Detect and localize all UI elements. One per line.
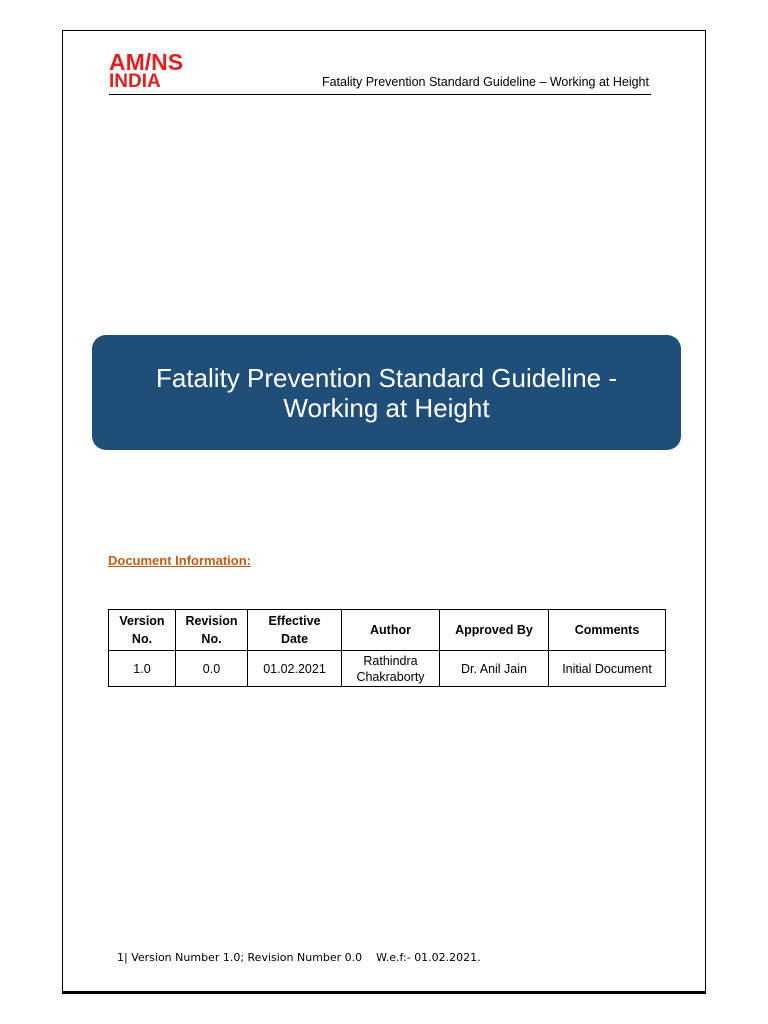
header-rule xyxy=(109,94,651,95)
cover-title xyxy=(117,363,657,423)
page-footer xyxy=(117,951,481,964)
column-header-version: Version No. xyxy=(109,610,176,651)
footer-text: 1| Version Number 1.0; Revision Number 0.0 W.e.f:- 01.02.2021. xyxy=(117,951,481,964)
logo-line2: INDIA xyxy=(109,71,161,92)
column-header-author: Author xyxy=(342,610,440,651)
cell-effective-date: 01.02.2021 xyxy=(248,651,342,687)
cell-approved-by: Dr. Anil Jain xyxy=(440,651,549,687)
table-row xyxy=(109,651,666,687)
document-information-heading: Document Information: xyxy=(108,553,251,568)
amns-india-logo xyxy=(109,51,183,91)
cover-title-line2: Working at Height xyxy=(283,392,490,423)
column-header-effective-date: Effective Date xyxy=(248,610,342,651)
header-title: Fatality Prevention Standard Guideline – Working at Height xyxy=(321,75,649,89)
cell-version: 1.0 xyxy=(109,651,176,687)
document-information-table xyxy=(108,609,666,687)
cover-title-line1: Fatality Prevention Standard Guideline - xyxy=(155,362,618,393)
column-header-comments: Comments xyxy=(549,610,666,651)
column-header-approved-by: Approved By xyxy=(440,610,549,651)
document-page xyxy=(62,30,706,994)
cell-revision: 0.0 xyxy=(176,651,248,687)
column-header-revision: Revision No. xyxy=(176,610,248,651)
cell-comments: Initial Document xyxy=(549,651,666,687)
table-header-row xyxy=(109,610,666,651)
logo-line1: AM/NS xyxy=(109,49,184,75)
cover-title-box xyxy=(92,335,681,450)
cell-author: Rathindra Chakraborty xyxy=(342,651,440,687)
